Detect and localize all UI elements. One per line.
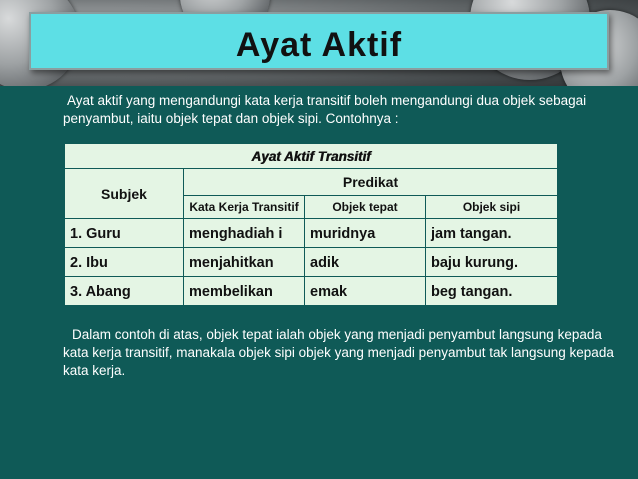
table-caption: Ayat Aktif Transitif — [65, 144, 558, 169]
cell-kata-kerja: menghadiah i — [184, 219, 305, 248]
cell-objek-tepat: adik — [305, 248, 426, 277]
header-objek-sipi: Objek sipi — [426, 196, 558, 219]
header-objek-tepat: Objek tepat — [305, 196, 426, 219]
page-title: Ayat Aktif — [235, 26, 403, 64]
title-box — [29, 12, 609, 70]
active-sentence-table — [64, 143, 558, 306]
cell-subjek: 1. Guru — [65, 219, 184, 248]
intro-text: Ayat aktif yang mengandungi kata kerja transitif boleh mengandungi dua objek sebagai penyambut, iaitu objek tepat dan objek sipi. Contohnya : — [63, 93, 587, 126]
header-kata-kerja: Kata Kerja Transitif — [184, 196, 305, 219]
outro-paragraph — [63, 326, 623, 380]
cell-kata-kerja: menjahitkan — [184, 248, 305, 277]
intro-paragraph — [63, 92, 623, 128]
cell-objek-tepat: emak — [305, 277, 426, 306]
table-row — [65, 277, 558, 306]
outro-text: Dalam contoh di atas, objek tepat ialah objek yang menjadi penyambut langsung kepada kata kerja transitif, manakala objek sipi objek yang menjadi penyambut tak langsung kepada kata kerja. — [63, 327, 614, 378]
subjek-header: Subjek — [65, 169, 184, 219]
cell-subjek: 2. Ibu — [65, 248, 184, 277]
table-row — [65, 219, 558, 248]
cell-objek-sipi: jam tangan. — [426, 219, 558, 248]
cell-objek-tepat: muridnya — [305, 219, 426, 248]
table-row — [65, 248, 558, 277]
cell-subjek: 3. Abang — [65, 277, 184, 306]
cell-kata-kerja: membelikan — [184, 277, 305, 306]
cell-objek-sipi: baju kurung. — [426, 248, 558, 277]
predikat-header: Predikat — [184, 169, 558, 196]
cell-objek-sipi: beg tangan. — [426, 277, 558, 306]
